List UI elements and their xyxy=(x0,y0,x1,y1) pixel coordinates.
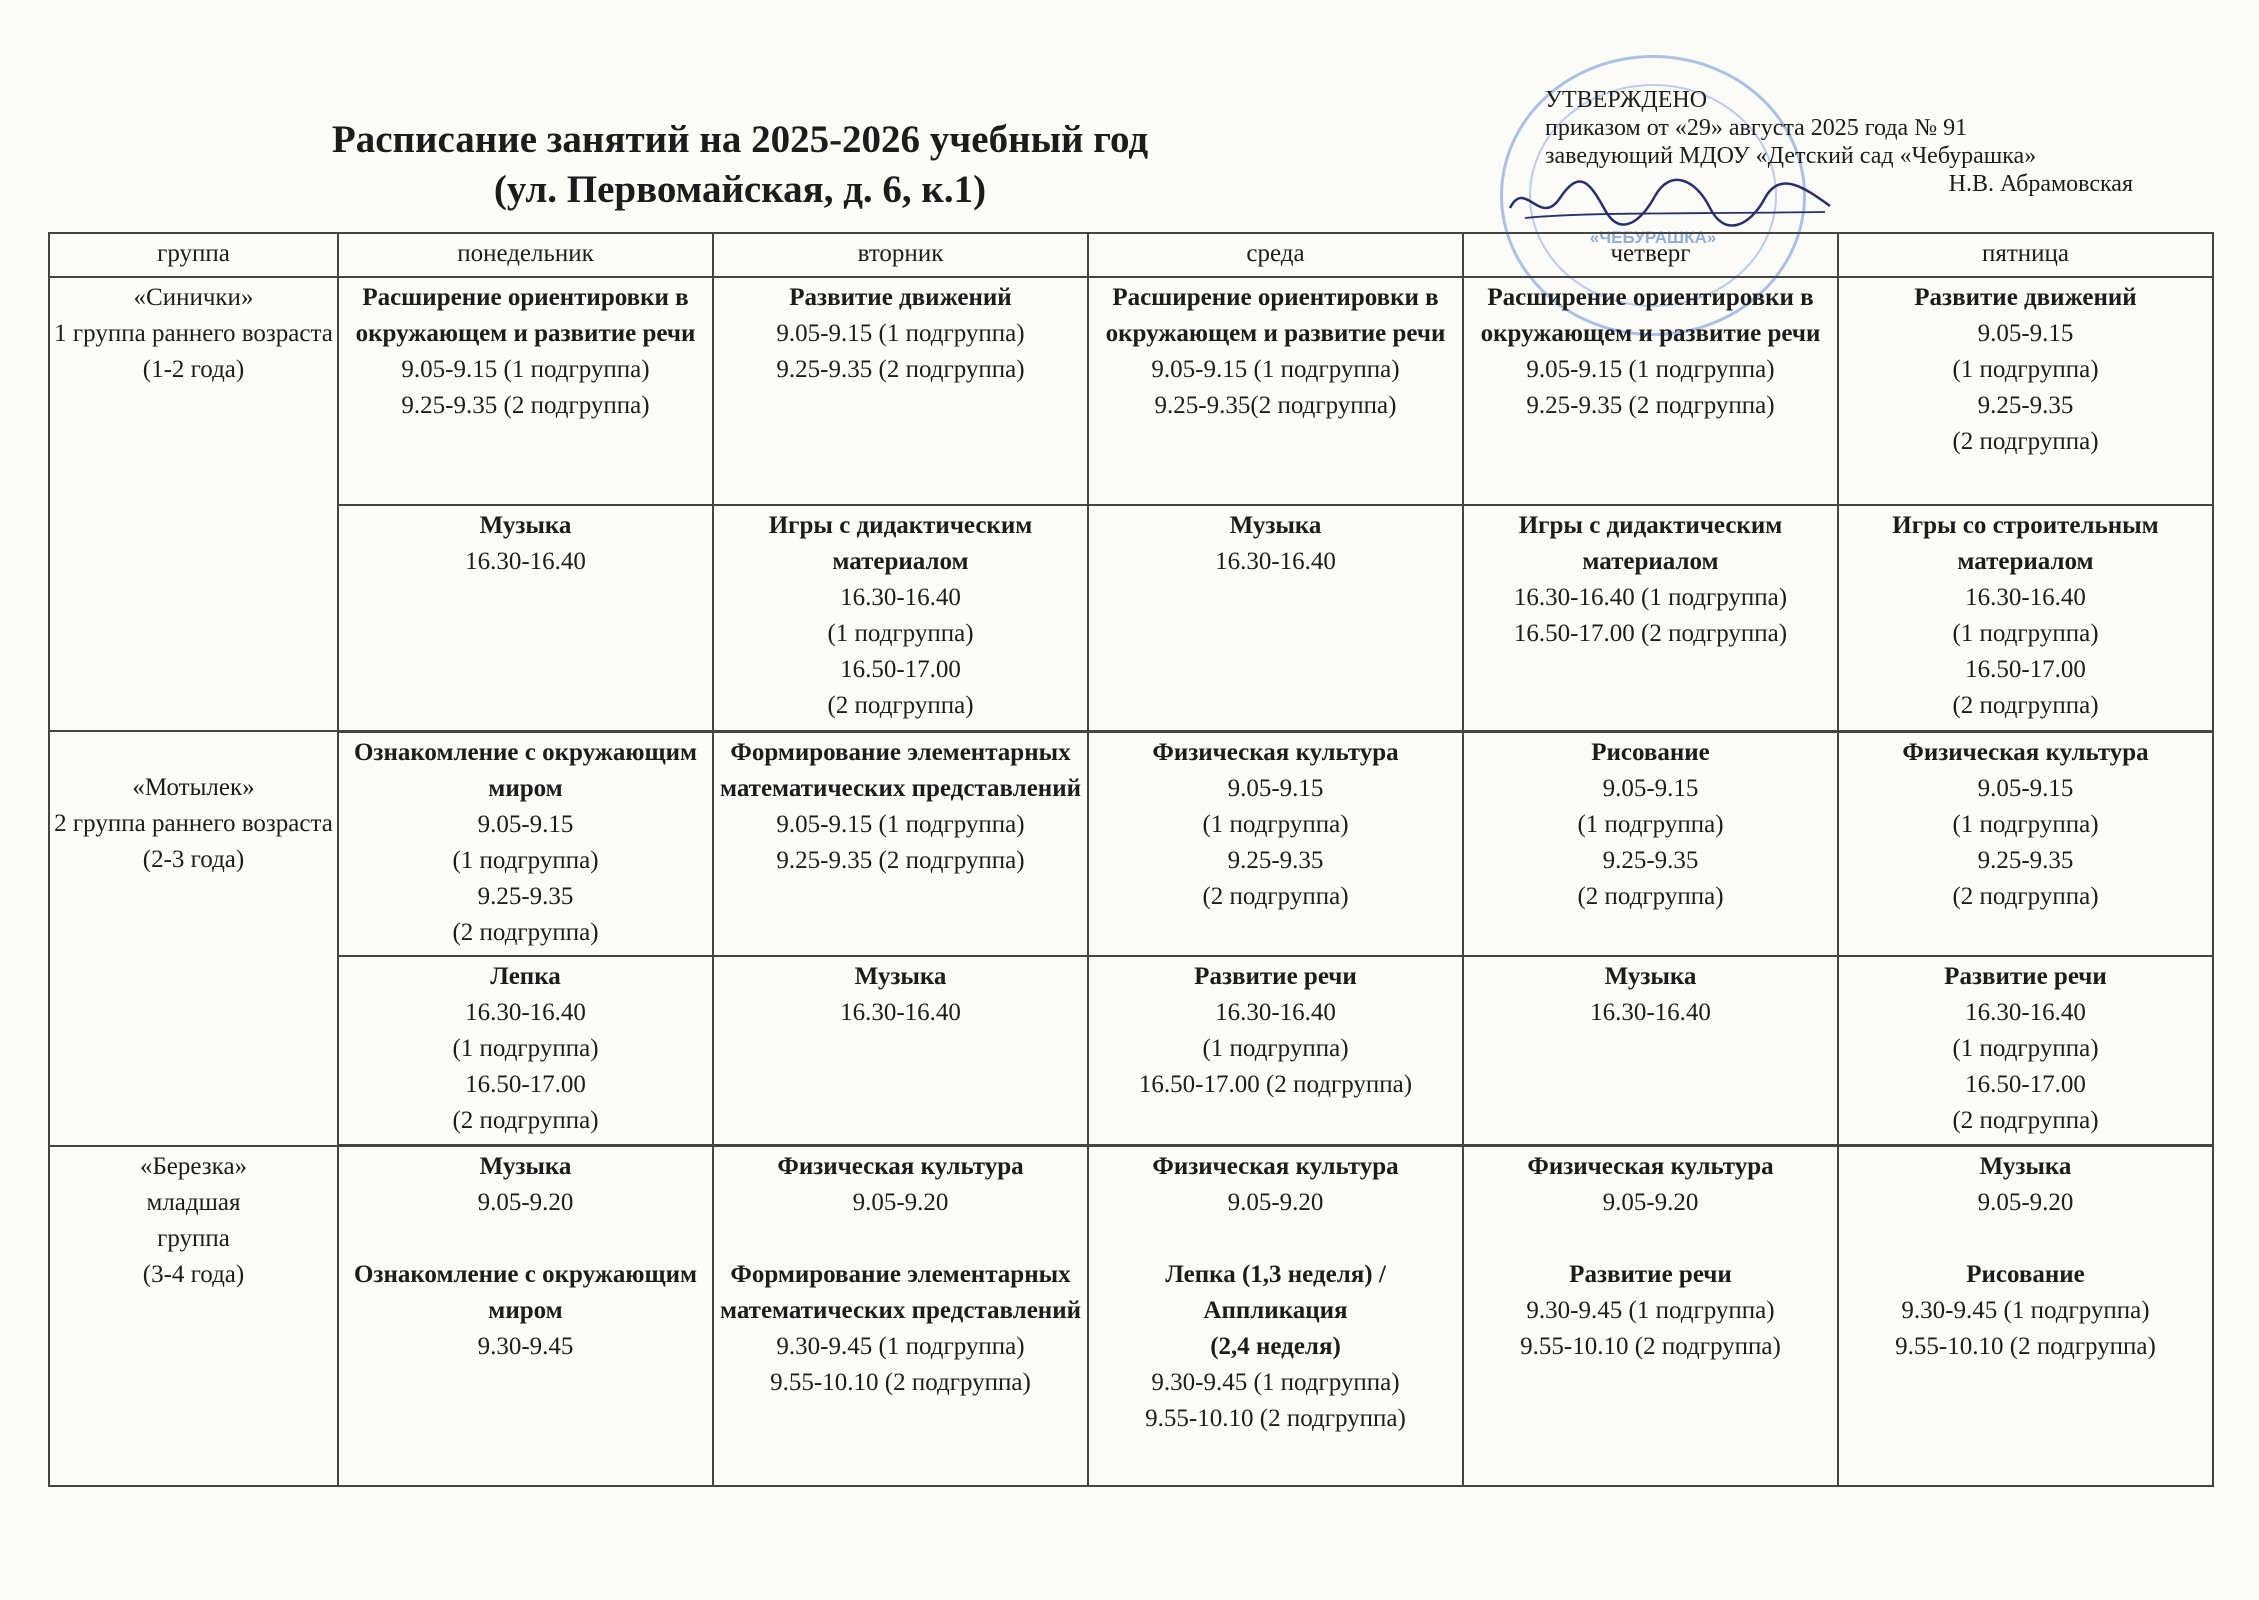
lesson-time: 16.30-16.40 xyxy=(840,998,961,1026)
group-type: младшая xyxy=(146,1188,241,1216)
lesson-subject: Лепка xyxy=(490,962,561,990)
lesson-time: 9.25-9.35 (2 подгруппа) xyxy=(1526,392,1775,419)
lesson-subject: Расширение ориентировки в окружающем и развитие речи xyxy=(355,284,696,347)
lesson-time: 16.30-16.40 xyxy=(1965,584,2086,611)
lesson-subject: (2,4 неделя) xyxy=(1210,1333,1341,1360)
lesson-subgroup: (2 подгруппа) xyxy=(1952,428,2099,455)
header-row xyxy=(49,233,2213,277)
lesson-subject: Ознакомление с окружающим миром xyxy=(353,738,698,802)
lesson-cell xyxy=(1838,956,2213,1146)
lesson-cell xyxy=(1088,505,1463,731)
header-group: группа xyxy=(49,233,338,277)
lesson-time: 16.30-16.40 xyxy=(1590,998,1711,1026)
lesson-subject: Музыка xyxy=(1604,962,1697,990)
group-type: группа xyxy=(157,1224,230,1252)
table-row xyxy=(49,505,2213,731)
lesson-cell xyxy=(338,1146,713,1486)
lesson-time: 9.05-9.15 (1 подгруппа) xyxy=(776,320,1025,347)
group-cell-sinichki xyxy=(49,277,338,731)
lesson-time: 9.05-9.20 xyxy=(1602,1189,1699,1216)
lesson-time: 9.05-9.15 (1 подгруппа) xyxy=(1526,356,1775,383)
stamp-text: «ЧЕБУРАШКА» xyxy=(1589,228,1717,247)
lesson-time: 9.05-9.15 xyxy=(1977,320,2074,347)
lesson-cell xyxy=(338,505,713,731)
lesson-subgroup: (1 подгруппа) xyxy=(1952,1034,2099,1062)
lesson-time: 16.50-17.00 xyxy=(1965,656,2086,683)
lesson-cell xyxy=(1463,956,1838,1146)
lesson-time: 9.55-10.10 (2 подгруппа) xyxy=(1895,1333,2156,1360)
lesson-time: 9.05-9.15 xyxy=(1227,774,1324,802)
lesson-time: 9.25-9.35 xyxy=(1227,846,1324,874)
lesson-subgroup: (1 подгруппа) xyxy=(1202,810,1349,838)
lesson-cell xyxy=(1463,1146,1838,1486)
table-row xyxy=(49,731,2213,956)
lesson-subject: Развитие движений xyxy=(1914,284,2137,311)
lesson-subgroup: (2 подгруппа) xyxy=(827,692,974,719)
lesson-subgroup: (1 подгруппа) xyxy=(1952,356,2099,383)
lesson-cell xyxy=(1463,505,1838,731)
lesson-time: 16.30-16.40 xyxy=(1215,998,1336,1026)
group-age: (2-3 года) xyxy=(142,846,245,873)
lesson-time: 16.30-16.40 xyxy=(1215,548,1336,575)
title-line-1: Расписание занятий на 2025-2026 учебный год xyxy=(331,118,1149,161)
lesson-subgroup: (1 подгруппа) xyxy=(1577,810,1724,838)
lesson-time: 9.25-9.35(2 подгруппа) xyxy=(1154,392,1397,419)
lesson-subject: Расширение ориентировки в окружающем и развитие речи xyxy=(1105,284,1446,347)
lesson-subgroup: (2 подгруппа) xyxy=(1952,1106,2099,1134)
lesson-time: 9.05-9.15 (1 подгруппа) xyxy=(401,356,650,383)
lesson-time: 9.55-10.10 (2 подгруппа) xyxy=(1145,1405,1406,1432)
group-age: (3-4 года) xyxy=(142,1260,245,1288)
lesson-cell xyxy=(713,731,1088,956)
lesson-subject: Формирование элементарных математических представлений xyxy=(719,1261,1082,1324)
lesson-subgroup: (2 подгруппа) xyxy=(452,918,599,946)
group-cell-motylek xyxy=(49,731,338,1146)
lesson-cell xyxy=(1463,277,1838,505)
lesson-time: 16.50-17.00 xyxy=(840,656,961,683)
lesson-cell xyxy=(713,505,1088,731)
table-row xyxy=(49,1146,2213,1486)
approval-order: приказом от «29» августа 2025 года № 91 xyxy=(1545,115,1968,141)
lesson-cell xyxy=(338,956,713,1146)
group-name: «Мотылек» xyxy=(132,774,255,801)
header-monday: понедельник xyxy=(338,233,713,277)
lesson-subject: Лепка (1,3 неделя) / Аппликация xyxy=(1165,1261,1386,1324)
lesson-subgroup: (1 подгруппа) xyxy=(452,846,599,874)
lesson-cell xyxy=(713,277,1088,505)
lesson-time: 9.05-9.15 xyxy=(1977,774,2074,802)
lesson-cell xyxy=(1838,731,2213,956)
lesson-time: 16.50-17.00 (2 подгруппа) xyxy=(1513,620,1788,647)
lesson-subject: Музыка xyxy=(479,512,572,539)
lesson-subgroup: (1 подгруппа) xyxy=(827,620,974,647)
lesson-subject: Физическая культура xyxy=(777,1153,1024,1180)
group-cell-berezka xyxy=(49,1146,338,1486)
lesson-subject: Ознакомление с окружающим миром xyxy=(353,1261,698,1324)
lesson-subgroup: (1 подгруппа) xyxy=(452,1034,599,1062)
lesson-time: 9.25-9.35 (2 подгруппа) xyxy=(401,392,650,419)
lesson-time: 9.05-9.20 xyxy=(477,1189,574,1216)
lesson-time: 9.25-9.35 xyxy=(1977,392,2074,419)
document-title xyxy=(180,115,1300,215)
lesson-time: 9.05-9.15 xyxy=(1602,774,1699,802)
table-row xyxy=(49,956,2213,1146)
lesson-subject: Развитие речи xyxy=(1194,962,1357,990)
lesson-subject: Музыка xyxy=(1229,512,1322,539)
lesson-subject: Музыка xyxy=(1979,1153,2072,1180)
header-thursday: четверг xyxy=(1463,233,1838,277)
lesson-time: 16.30-16.40 xyxy=(465,998,586,1026)
lesson-subject: Музыка xyxy=(479,1153,572,1180)
lesson-cell xyxy=(1088,956,1463,1146)
lesson-cell xyxy=(1838,505,2213,731)
lesson-subject: Игры с дидактическим материалом xyxy=(768,512,1033,575)
lesson-subject: Развитие речи xyxy=(1569,1261,1732,1288)
lesson-subgroup: (2 подгруппа) xyxy=(1952,692,2099,719)
approval-name: Н.В. Абрамовская xyxy=(1948,171,2133,197)
lesson-subgroup: (2 подгруппа) xyxy=(1202,882,1349,910)
group-age: (1-2 года) xyxy=(142,356,245,383)
lesson-time: 16.50-17.00 xyxy=(465,1070,586,1098)
approval-position: заведующий МДОУ «Детский сад «Чебурашка» xyxy=(1545,143,2037,169)
lesson-time: 9.30-9.45 (1 подгруппа) xyxy=(1526,1297,1775,1324)
lesson-subject: Физическая культура xyxy=(1152,738,1399,766)
lesson-subgroup: (2 подгруппа) xyxy=(452,1106,599,1134)
lesson-subject: Физическая культура xyxy=(1152,1153,1399,1180)
lesson-time: 9.25-9.35 xyxy=(477,882,574,910)
lesson-subject: Рисование xyxy=(1591,738,1710,766)
lesson-cell xyxy=(338,731,713,956)
lesson-subject: Развитие речи xyxy=(1944,962,2107,990)
lesson-time: 9.55-10.10 (2 подгруппа) xyxy=(1520,1333,1781,1360)
lesson-subgroup: (1 подгруппа) xyxy=(1202,1034,1349,1062)
lesson-time: 9.25-9.35 (2 подгруппа) xyxy=(776,846,1025,874)
group-name: «Березка» xyxy=(139,1152,248,1180)
lesson-subject: Развитие движений xyxy=(789,284,1012,311)
schedule-table xyxy=(48,232,2214,1487)
lesson-time: 16.50-17.00 xyxy=(1965,1070,2086,1098)
lesson-time: 9.30-9.45 (1 подгруппа) xyxy=(776,1333,1025,1360)
lesson-time: 16.50-17.00 (2 подгруппа) xyxy=(1138,1070,1413,1098)
lesson-cell xyxy=(713,1146,1088,1486)
lesson-time: 9.30-9.45 xyxy=(477,1333,574,1360)
group-type: 1 группа раннего возраста xyxy=(54,320,333,347)
lesson-cell xyxy=(1088,731,1463,956)
lesson-cell xyxy=(1838,277,2213,505)
header-wednesday: среда xyxy=(1088,233,1463,277)
lesson-subject: Рисование xyxy=(1966,1261,2085,1288)
lesson-time: 9.55-10.10 (2 подгруппа) xyxy=(770,1369,1031,1396)
lesson-time: 9.25-9.35 (2 подгруппа) xyxy=(776,356,1025,383)
lesson-cell xyxy=(338,277,713,505)
lesson-time: 9.05-9.15 xyxy=(477,810,574,838)
lesson-subject: Игры с дидактическим материалом xyxy=(1518,512,1783,575)
lesson-time: 16.30-16.40 xyxy=(465,548,586,575)
header-tuesday: вторник xyxy=(713,233,1088,277)
lesson-time: 9.25-9.35 xyxy=(1977,846,2074,874)
lesson-subgroup: (2 подгруппа) xyxy=(1577,882,1724,910)
lesson-time: 9.05-9.15 (1 подгруппа) xyxy=(776,810,1025,838)
lesson-subgroup: (1 подгруппа) xyxy=(1952,810,2099,838)
lesson-time: 9.05-9.20 xyxy=(1977,1189,2074,1216)
lesson-time: 9.05-9.15 (1 подгруппа) xyxy=(1151,356,1400,383)
approval-block xyxy=(1545,86,2225,198)
lesson-subject: Формирование элементарных математических представлений xyxy=(719,738,1082,802)
lesson-time: 9.25-9.35 xyxy=(1602,846,1699,874)
lesson-time: 16.30-16.40 xyxy=(1965,998,2086,1026)
lesson-time: 9.05-9.20 xyxy=(1227,1189,1324,1216)
table-row xyxy=(49,277,2213,505)
group-name: «Синички» xyxy=(133,284,254,311)
lesson-subgroup: (2 подгруппа) xyxy=(1952,882,2099,910)
lesson-time: 9.05-9.20 xyxy=(852,1189,949,1216)
lesson-cell xyxy=(1088,277,1463,505)
group-type: 2 группа раннего возраста xyxy=(54,810,333,837)
lesson-time: 9.30-9.45 (1 подгруппа) xyxy=(1901,1297,2150,1324)
approval-signature-line xyxy=(1545,170,2225,198)
lesson-subject: Физическая культура xyxy=(1902,738,2149,766)
lesson-time: 9.30-9.45 (1 подгруппа) xyxy=(1151,1369,1400,1396)
lesson-cell xyxy=(1463,731,1838,956)
lesson-subject: Физическая культура xyxy=(1527,1153,1774,1180)
header-friday: пятница xyxy=(1838,233,2213,277)
lesson-subject: Игры со строительным материалом xyxy=(1892,512,2159,575)
lesson-time: 16.30-16.40 xyxy=(840,584,961,611)
approval-heading: УТВЕРЖДЕНО xyxy=(1545,87,1708,113)
lesson-cell xyxy=(1088,1146,1463,1486)
lesson-subject: Расширение ориентировки в окружающем и развитие речи xyxy=(1480,284,1821,347)
title-line-2: (ул. Первомайская, д. 6, к.1) xyxy=(493,168,987,211)
lesson-subgroup: (1 подгруппа) xyxy=(1952,620,2099,647)
lesson-cell xyxy=(1838,1146,2213,1486)
lesson-subject: Музыка xyxy=(854,962,947,990)
lesson-time: 16.30-16.40 (1 подгруппа) xyxy=(1513,584,1788,611)
lesson-cell xyxy=(713,956,1088,1146)
